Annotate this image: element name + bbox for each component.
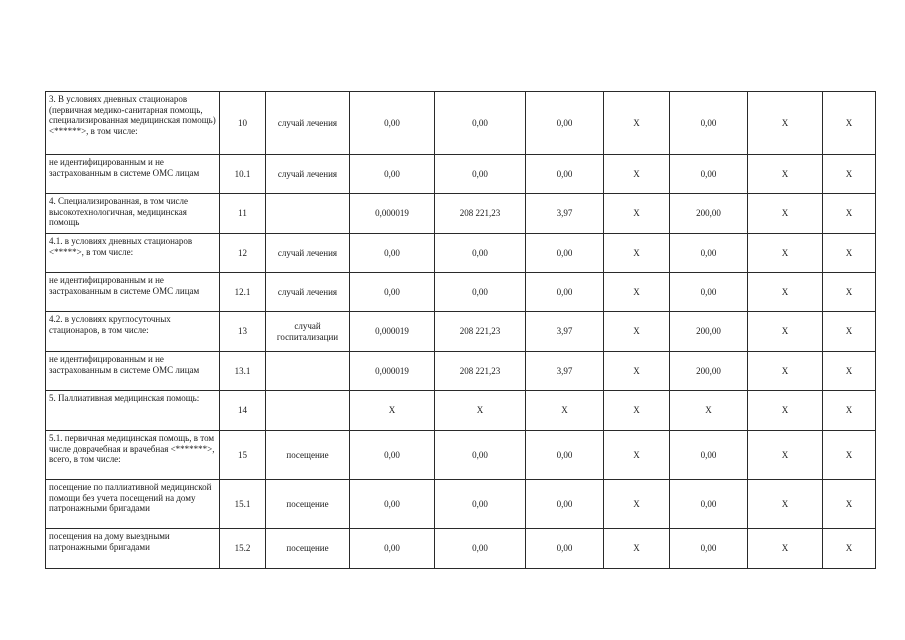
row-value-3-cell: 0,00 xyxy=(526,155,604,194)
table-row xyxy=(46,194,876,234)
row-unit-cell: случай госпитализации xyxy=(266,312,350,352)
row-value-2-cell: X xyxy=(435,391,526,431)
row-value-6-cell: X xyxy=(748,155,823,194)
row-value-5-cell: 0,00 xyxy=(670,155,748,194)
row-value-7-cell: X xyxy=(823,234,876,273)
row-value-4-cell: X xyxy=(604,391,670,431)
row-value-3-cell: X xyxy=(526,391,604,431)
row-value-4-cell: X xyxy=(604,529,670,569)
row-value-7-cell: X xyxy=(823,480,876,529)
row-value-6-cell: X xyxy=(748,529,823,569)
table-row xyxy=(46,92,876,155)
data-table xyxy=(45,91,876,569)
row-value-5-cell: 200,00 xyxy=(670,194,748,234)
row-value-6-cell: X xyxy=(748,391,823,431)
row-unit-cell: случай лечения xyxy=(266,155,350,194)
table-row xyxy=(46,529,876,569)
row-value-2-cell: 0,00 xyxy=(435,155,526,194)
row-value-3-cell: 3,97 xyxy=(526,352,604,391)
row-value-1-cell: 0,00 xyxy=(350,480,435,529)
row-value-5-cell: 0,00 xyxy=(670,431,748,480)
table-row xyxy=(46,391,876,431)
table-row xyxy=(46,155,876,194)
table-row xyxy=(46,273,876,312)
row-unit-cell xyxy=(266,194,350,234)
row-value-5-cell: X xyxy=(670,391,748,431)
row-code-cell: 10 xyxy=(220,92,266,155)
row-code-cell: 12 xyxy=(220,234,266,273)
row-name-cell: 4. Специализированная, в том числе высокотехнологичная, медицинская помощь xyxy=(46,194,220,234)
row-name-cell: посещения на дому выездными патронажными бригадами xyxy=(46,529,220,569)
row-code-cell: 14 xyxy=(220,391,266,431)
row-value-4-cell: X xyxy=(604,312,670,352)
row-value-2-cell: 0,00 xyxy=(435,480,526,529)
row-unit-cell: случай лечения xyxy=(266,234,350,273)
row-value-1-cell: 0,00 xyxy=(350,529,435,569)
row-value-4-cell: X xyxy=(604,352,670,391)
row-value-6-cell: X xyxy=(748,312,823,352)
row-value-3-cell: 3,97 xyxy=(526,194,604,234)
row-value-5-cell: 0,00 xyxy=(670,273,748,312)
row-code-cell: 15.1 xyxy=(220,480,266,529)
row-value-1-cell: 0,000019 xyxy=(350,352,435,391)
row-value-5-cell: 200,00 xyxy=(670,352,748,391)
row-value-7-cell: X xyxy=(823,312,876,352)
row-name-cell: 5.1. первичная медицинская помощь, в том числе доврачебная и врачебная <*******>, всего, в том числе: xyxy=(46,431,220,480)
row-name-cell: не идентифицированным и не застрахованным в системе ОМС лицам xyxy=(46,155,220,194)
row-value-7-cell: X xyxy=(823,529,876,569)
row-code-cell: 15.2 xyxy=(220,529,266,569)
row-value-6-cell: X xyxy=(748,431,823,480)
row-name-cell: посещение по паллиативной медицинской помощи без учета посещений на дому патронажными бригадами xyxy=(46,480,220,529)
row-name-cell: не идентифицированным и не застрахованным в системе ОМС лицам xyxy=(46,273,220,312)
row-value-4-cell: X xyxy=(604,480,670,529)
row-value-5-cell: 0,00 xyxy=(670,234,748,273)
row-unit-cell: посещение xyxy=(266,480,350,529)
row-value-1-cell: 0,000019 xyxy=(350,312,435,352)
row-value-4-cell: X xyxy=(604,234,670,273)
row-value-7-cell: X xyxy=(823,155,876,194)
row-value-7-cell: X xyxy=(823,391,876,431)
row-value-3-cell: 0,00 xyxy=(526,431,604,480)
row-unit-cell xyxy=(266,391,350,431)
row-value-2-cell: 0,00 xyxy=(435,431,526,480)
row-value-1-cell: X xyxy=(350,391,435,431)
table-row xyxy=(46,312,876,352)
row-value-6-cell: X xyxy=(748,480,823,529)
row-value-7-cell: X xyxy=(823,92,876,155)
row-unit-cell: посещение xyxy=(266,529,350,569)
row-code-cell: 13 xyxy=(220,312,266,352)
row-name-cell: 5. Паллиативная медицинская помощь: xyxy=(46,391,220,431)
row-value-3-cell: 0,00 xyxy=(526,92,604,155)
row-value-3-cell: 0,00 xyxy=(526,529,604,569)
row-value-2-cell: 208 221,23 xyxy=(435,312,526,352)
row-value-7-cell: X xyxy=(823,431,876,480)
row-code-cell: 10.1 xyxy=(220,155,266,194)
row-value-1-cell: 0,00 xyxy=(350,92,435,155)
row-value-2-cell: 0,00 xyxy=(435,92,526,155)
row-value-7-cell: X xyxy=(823,273,876,312)
row-value-3-cell: 0,00 xyxy=(526,273,604,312)
row-value-1-cell: 0,00 xyxy=(350,234,435,273)
row-value-5-cell: 200,00 xyxy=(670,312,748,352)
row-value-6-cell: X xyxy=(748,273,823,312)
row-unit-cell: посещение xyxy=(266,431,350,480)
row-value-6-cell: X xyxy=(748,194,823,234)
table-row xyxy=(46,352,876,391)
row-name-cell: 4.1. в условиях дневных стационаров <*****>, в том числе: xyxy=(46,234,220,273)
table-row xyxy=(46,480,876,529)
row-value-7-cell: X xyxy=(823,352,876,391)
row-value-4-cell: X xyxy=(604,155,670,194)
row-unit-cell: случай лечения xyxy=(266,92,350,155)
table-row xyxy=(46,234,876,273)
row-value-5-cell: 0,00 xyxy=(670,92,748,155)
row-value-6-cell: X xyxy=(748,92,823,155)
row-value-7-cell: X xyxy=(823,194,876,234)
row-value-3-cell: 0,00 xyxy=(526,234,604,273)
row-value-6-cell: X xyxy=(748,234,823,273)
row-value-5-cell: 0,00 xyxy=(670,480,748,529)
table-body xyxy=(46,92,876,569)
row-code-cell: 13.1 xyxy=(220,352,266,391)
row-value-3-cell: 3,97 xyxy=(526,312,604,352)
row-value-2-cell: 208 221,23 xyxy=(435,194,526,234)
row-value-4-cell: X xyxy=(604,92,670,155)
row-value-2-cell: 0,00 xyxy=(435,234,526,273)
row-unit-cell xyxy=(266,352,350,391)
row-value-2-cell: 0,00 xyxy=(435,273,526,312)
row-value-1-cell: 0,00 xyxy=(350,273,435,312)
row-value-1-cell: 0,00 xyxy=(350,155,435,194)
row-unit-cell: случай лечения xyxy=(266,273,350,312)
table-row xyxy=(46,431,876,480)
row-code-cell: 11 xyxy=(220,194,266,234)
row-value-6-cell: X xyxy=(748,352,823,391)
row-value-4-cell: X xyxy=(604,273,670,312)
row-value-4-cell: X xyxy=(604,194,670,234)
row-code-cell: 15 xyxy=(220,431,266,480)
row-name-cell: 4.2. в условиях круглосуточных стационаров, в том числе: xyxy=(46,312,220,352)
row-code-cell: 12.1 xyxy=(220,273,266,312)
row-name-cell: не идентифицированным и не застрахованным в системе ОМС лицам xyxy=(46,352,220,391)
row-value-3-cell: 0,00 xyxy=(526,480,604,529)
row-value-1-cell: 0,000019 xyxy=(350,194,435,234)
row-name-cell: 3. В условиях дневных стационаров (первичная медико-санитарная помощь, специализированная медицинская помощь) <******>, в том числе: xyxy=(46,92,220,155)
row-value-4-cell: X xyxy=(604,431,670,480)
row-value-5-cell: 0,00 xyxy=(670,529,748,569)
row-value-1-cell: 0,00 xyxy=(350,431,435,480)
row-value-2-cell: 0,00 xyxy=(435,529,526,569)
row-value-2-cell: 208 221,23 xyxy=(435,352,526,391)
